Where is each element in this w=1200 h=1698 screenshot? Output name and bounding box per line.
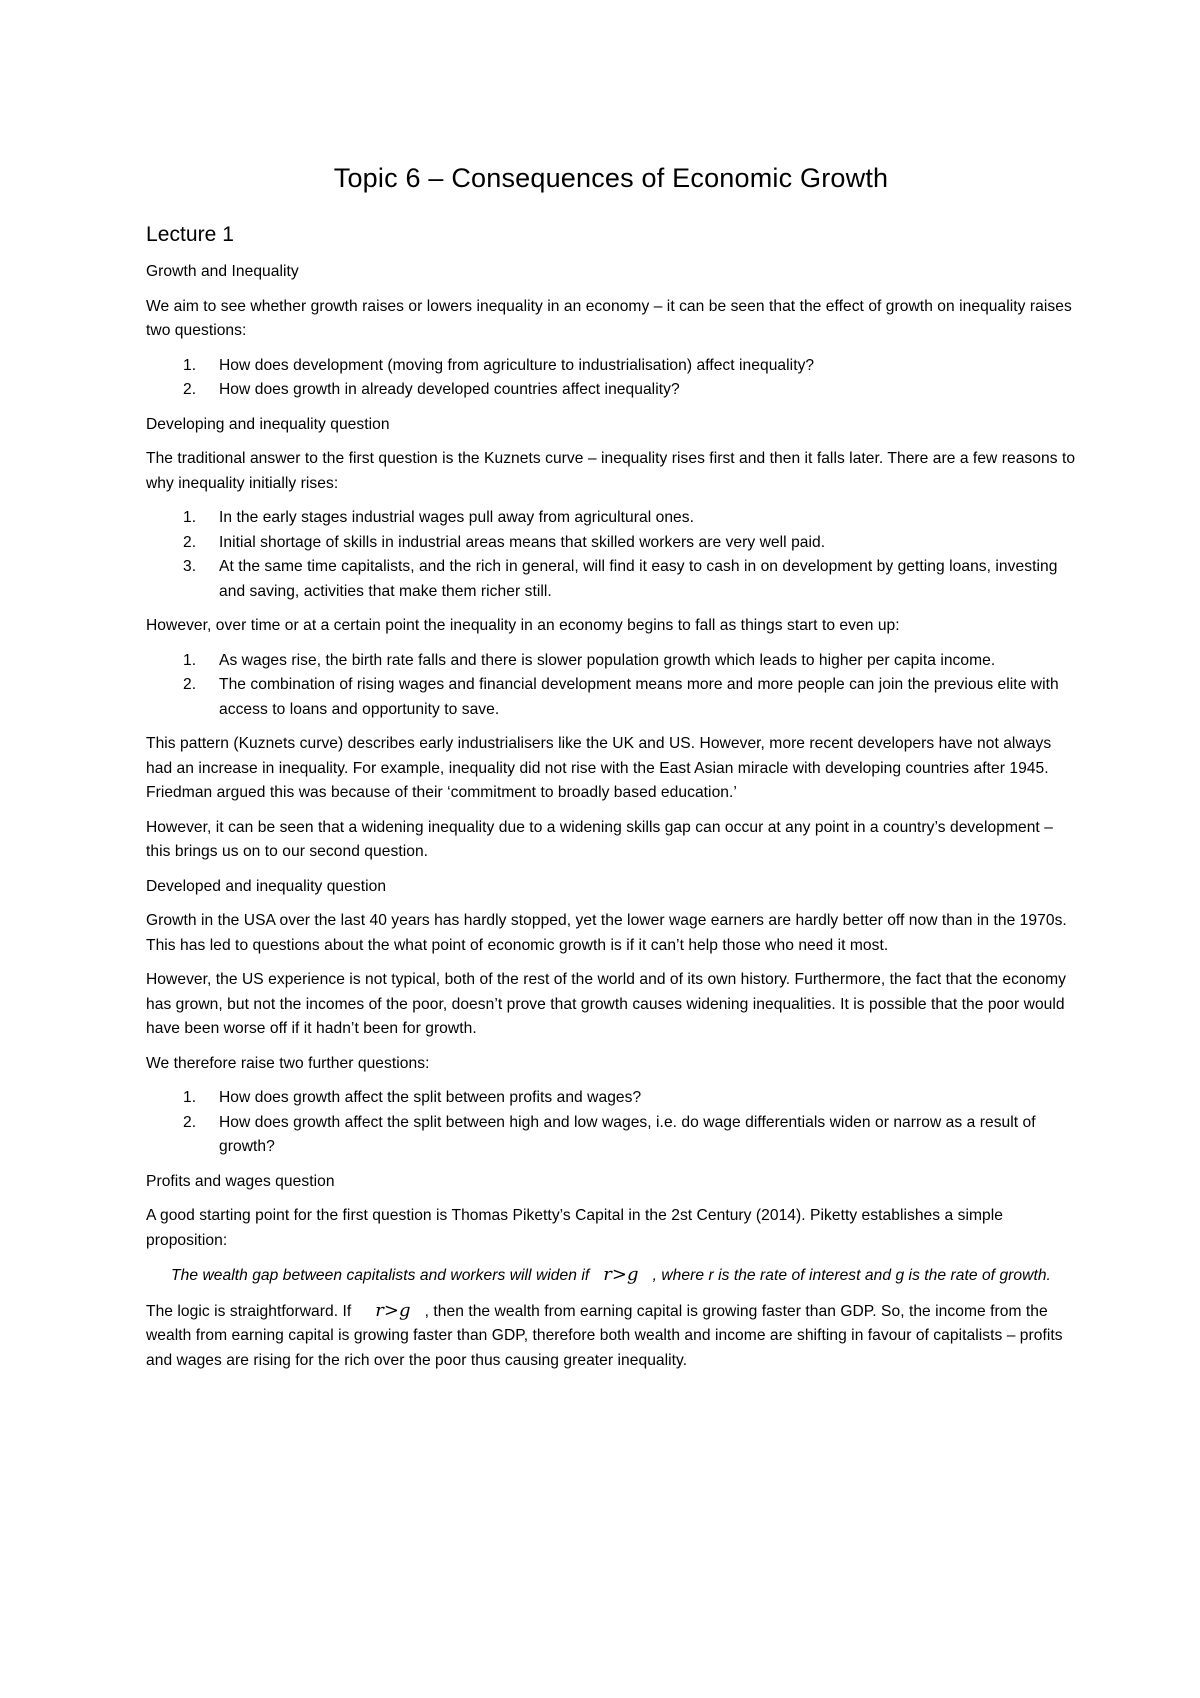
paragraph-skills-gap: However, it can be seen that a widening inequality due to a widening skills gap can occur at any point in a country’s development – this brings us on to our second question. <box>146 818 1053 860</box>
paragraph-logic <box>146 1299 1076 1374</box>
logic-text-after: , then the wealth from earning capital is growing faster than GDP. So, the income from the wealth from earning capital is growing faster than GDP, therefore both wealth and income are shifting in favour of capitalists – profits and wages are rising for the rich over the poor thus causing greater inequality. <box>146 1302 1063 1369</box>
list-item <box>146 506 1076 531</box>
section-heading-profits-wages: Profits and wages question <box>146 1172 335 1190</box>
list-number: 1. <box>183 651 197 669</box>
section-heading-growth-inequality: Growth and Inequality <box>146 263 299 280</box>
list-item-text: In the early stages industrial wages pull away from agricultural ones. <box>219 509 695 526</box>
list-further-questions <box>146 1086 1076 1160</box>
list-item-text: As wages rise, the birth rate falls and there is slower population growth which leads to higher per capita income. <box>219 651 996 669</box>
paragraph-pattern: This pattern (Kuznets curve) describes early industrialisers like the UK and US. However, more recent developers have not always had an increase in inequality. For example, inequality did not rise with the East Asian miracle with developing countries after 1945. Friedman argued this was because of their ‘commitment to broadly based education.’ <box>146 735 1052 801</box>
list-item-text: Initial shortage of skills in industrial areas means that skilled workers are very well paid. <box>219 533 826 551</box>
list-item-text: How does development (moving from agriculture to industrialisation) affect inequality? <box>219 356 815 374</box>
list-item <box>146 354 1076 379</box>
list-item <box>146 673 1076 722</box>
list-item-text: At the same time capitalists, and the rich in general, will find it easy to cash in on development by getting loans, investing and saving, activities that make them richer still. <box>219 558 1058 600</box>
list-number: 1. <box>183 356 197 374</box>
list-item <box>146 649 1076 674</box>
list-number: 2. <box>183 1113 197 1131</box>
list-number: 2. <box>183 381 197 398</box>
list-number: 2. <box>183 533 197 551</box>
list-falls <box>146 649 1076 723</box>
list-questions <box>146 354 1076 403</box>
list-item <box>146 378 1076 403</box>
quote-text-before: The wealth gap between capitalists and workers will widen if <box>171 1267 590 1284</box>
quote-text-after: , where r is the rate of interest and g is the rate of growth. <box>652 1267 1051 1284</box>
section-heading-developed: Developed and inequality question <box>146 877 387 895</box>
paragraph-piketty: A good starting point for the first question is Thomas Piketty’s Capital in the 2st Century (2014). Piketty establishes a simple proposition: <box>146 1207 1003 1249</box>
lecture-heading: Lecture 1 <box>146 223 235 246</box>
paragraph-intro: We aim to see whether growth raises or lowers inequality in an economy – it can be seen that the effect of growth on inequality raises two questions: <box>146 297 1072 339</box>
math-r-greater-g: r>g <box>603 1264 639 1285</box>
paragraph-further-questions: We therefore raise two further questions: <box>146 1054 430 1072</box>
list-item-text: How does growth affect the split between profits and wages? <box>219 1089 642 1106</box>
list-item <box>146 1111 1076 1160</box>
paragraph-however: However, over time or at a certain point the inequality in an economy begins to fall as things start to even up: <box>146 617 900 634</box>
list-number: 1. <box>183 509 197 526</box>
list-number: 1. <box>183 1089 197 1106</box>
section-heading-developing: Developing and inequality question <box>146 415 390 433</box>
list-item-text: The combination of rising wages and financial development means more and more people can join the previous elite with access to loans and opportunity to save. <box>219 676 1059 718</box>
list-item-text: How does growth affect the split between high and low wages, i.e. do wage differentials widen or narrow as a result of growth? <box>219 1113 1036 1155</box>
piketty-proposition <box>146 1263 1076 1289</box>
page-title: Topic 6 – Consequences of Economic Growth <box>333 163 889 193</box>
list-number: 2. <box>183 676 197 693</box>
list-item-text: How does growth in already developed countries affect inequality? <box>219 381 680 398</box>
paragraph-usa: Growth in the USA over the last 40 years has hardly stopped, yet the lower wage earners are hardly better off now than in the 1970s. This has led to questions about the what point of economic growth is if it can’t help those who need it most. <box>146 912 1067 954</box>
document-body <box>146 150 1076 1383</box>
list-item <box>146 555 1076 604</box>
logic-text-before: The logic is straightforward. If <box>146 1302 352 1320</box>
list-item <box>146 1086 1076 1111</box>
paragraph-us-experience: However, the US experience is not typical, both of the rest of the world and of its own history. Furthermore, the fact that the economy has grown, but not the incomes of the poor, doesn’t prove that growth causes widening inequalities. It is possible that the poor would have been worse off if it hadn’t been for growth. <box>146 971 1067 1037</box>
list-reasons <box>146 506 1076 604</box>
paragraph-kuznets: The traditional answer to the first question is the Kuznets curve – inequality rises first and then it falls later. There are a few reasons to why inequality initially rises: <box>146 450 1076 492</box>
list-number: 3. <box>183 558 197 575</box>
math-r-greater-g-inline: r>g <box>375 1299 411 1321</box>
list-item <box>146 531 1076 556</box>
